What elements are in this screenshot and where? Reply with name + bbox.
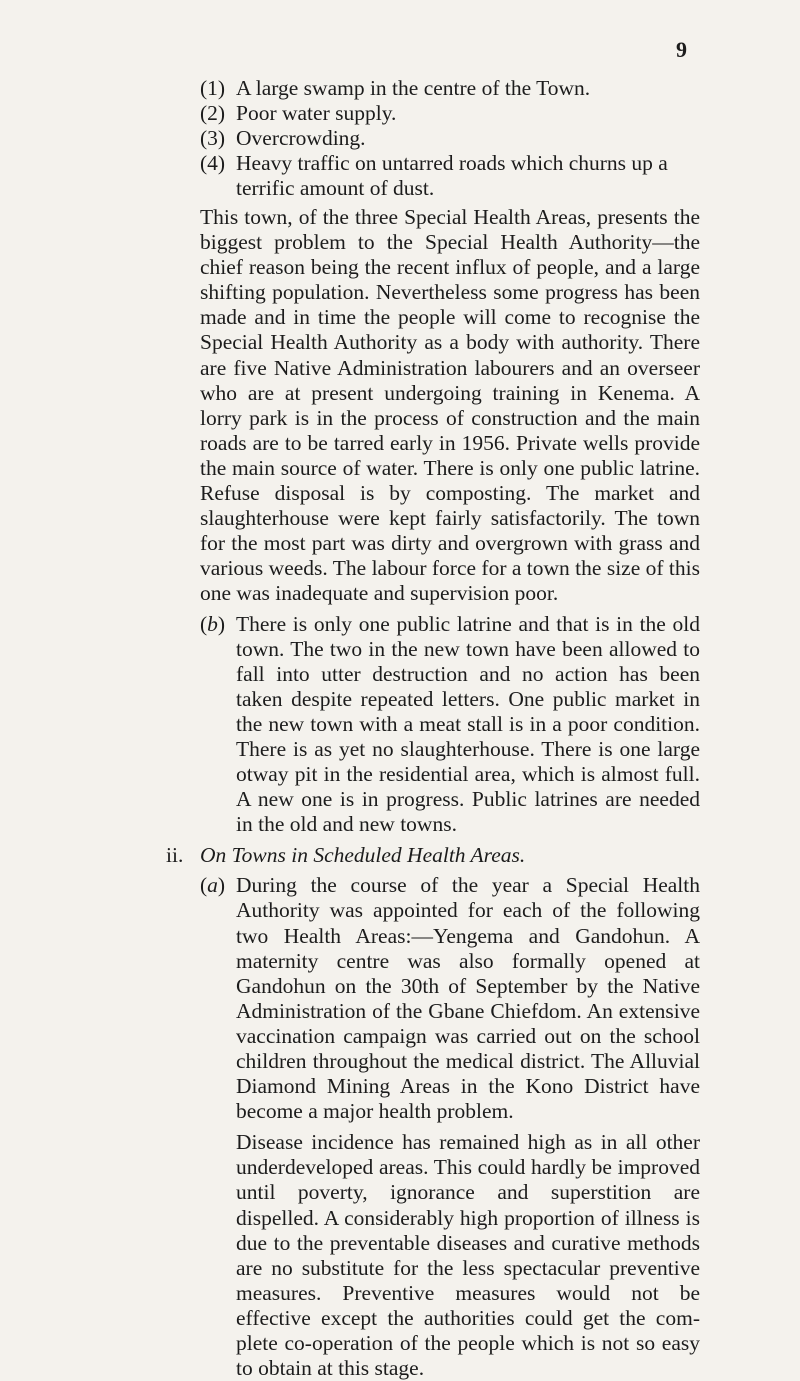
list-item-number: (1) — [200, 76, 226, 100]
list-item — [200, 101, 698, 126]
list-item-text: Overcrowding. — [236, 126, 366, 150]
section-ii-heading — [166, 843, 700, 868]
page-content — [0, 76, 800, 1381]
item-b-text: There is only one public latrine and that is in the old town. The two in the new town have been allowed to fall into utter destruction and no action has been taken despite repeated letters. One public market in the new town with a meat stall is in a poor condition. There is as yet no slaughterhouse. There is one large otway pit in the residential area, which is almost full. A new one is in progress. Public latrines are needed in the old and new towns. — [236, 611, 700, 837]
list-item — [200, 151, 698, 201]
list-item-text: A large swamp in the centre of the Town. — [236, 76, 591, 100]
list-item-text: Poor water supply. — [236, 101, 397, 125]
item-b — [200, 612, 700, 838]
town-paragraph: This town, of the three Special Health Areas, presents the biggest problem to the Special Health Authority—the chief reason being the recent influx of people, and a large shifting population. Nevertheless some progress has been made and in time the people will come to recognise the Special Health Authority as a body with authority. There are five Native Administration labourers and an overseer who are at present undergoing training in Kenema. A lorry park is in the process of construction and the main roads are to be tarred early in 1956. Private wells provide the main source of water. There is only one public latrine. Refuse disposal is by composting. The market and slaughterhouse were kept fairly satisfactorily. The town for the most part was dirty and overgrown with grass and various weeds. The labour force for a town the size of this one was inadequate and supervision poor. — [200, 205, 700, 606]
numbered-list — [0, 76, 800, 201]
section-ii-number: ii. — [166, 843, 184, 868]
item-b-number: (b) — [200, 611, 226, 636]
section-ii-title: On Towns in Scheduled Health Areas. — [200, 843, 526, 868]
list-item-number: (4) — [200, 151, 226, 175]
list-item-text: Heavy traffic on untarred roads which churns up a terrific amount of dust. — [236, 151, 668, 200]
page-number: 9 — [676, 37, 687, 62]
list-item-number: (3) — [200, 126, 226, 150]
list-item — [200, 76, 698, 101]
item-a-text: During the course of the year a Special Health Authority was appointed for each of the following two Health Areas:—Yengema and Gandohun. A maternity centre was also formally opened at Gandohun on the 30th of September by the Native Administration of the Gbane Chiefdom. An extensive vaccination campaign was carried out on the school children throughout the medical district. The Alluvial Diamond Mining Areas in the Kono District have become a major health problem. — [236, 873, 700, 1124]
item-a-number: (a) — [200, 873, 226, 898]
list-item — [200, 126, 698, 151]
disease-paragraph: Disease incidence has remained high as in all other underdeveloped areas. This could hardly be improved until poverty, ignorance and superstition are dispelled. A considerably high proportion of illness is due to the preventable diseases and curative methods are no substitute for the less spectacular preventive measures. Preventive measures would not be effective except the authorities could get the complete co-operation of the people which is not so easy to obtain at this stage. — [236, 1130, 700, 1381]
list-item-number: (2) — [200, 101, 226, 125]
item-a — [200, 873, 700, 1124]
